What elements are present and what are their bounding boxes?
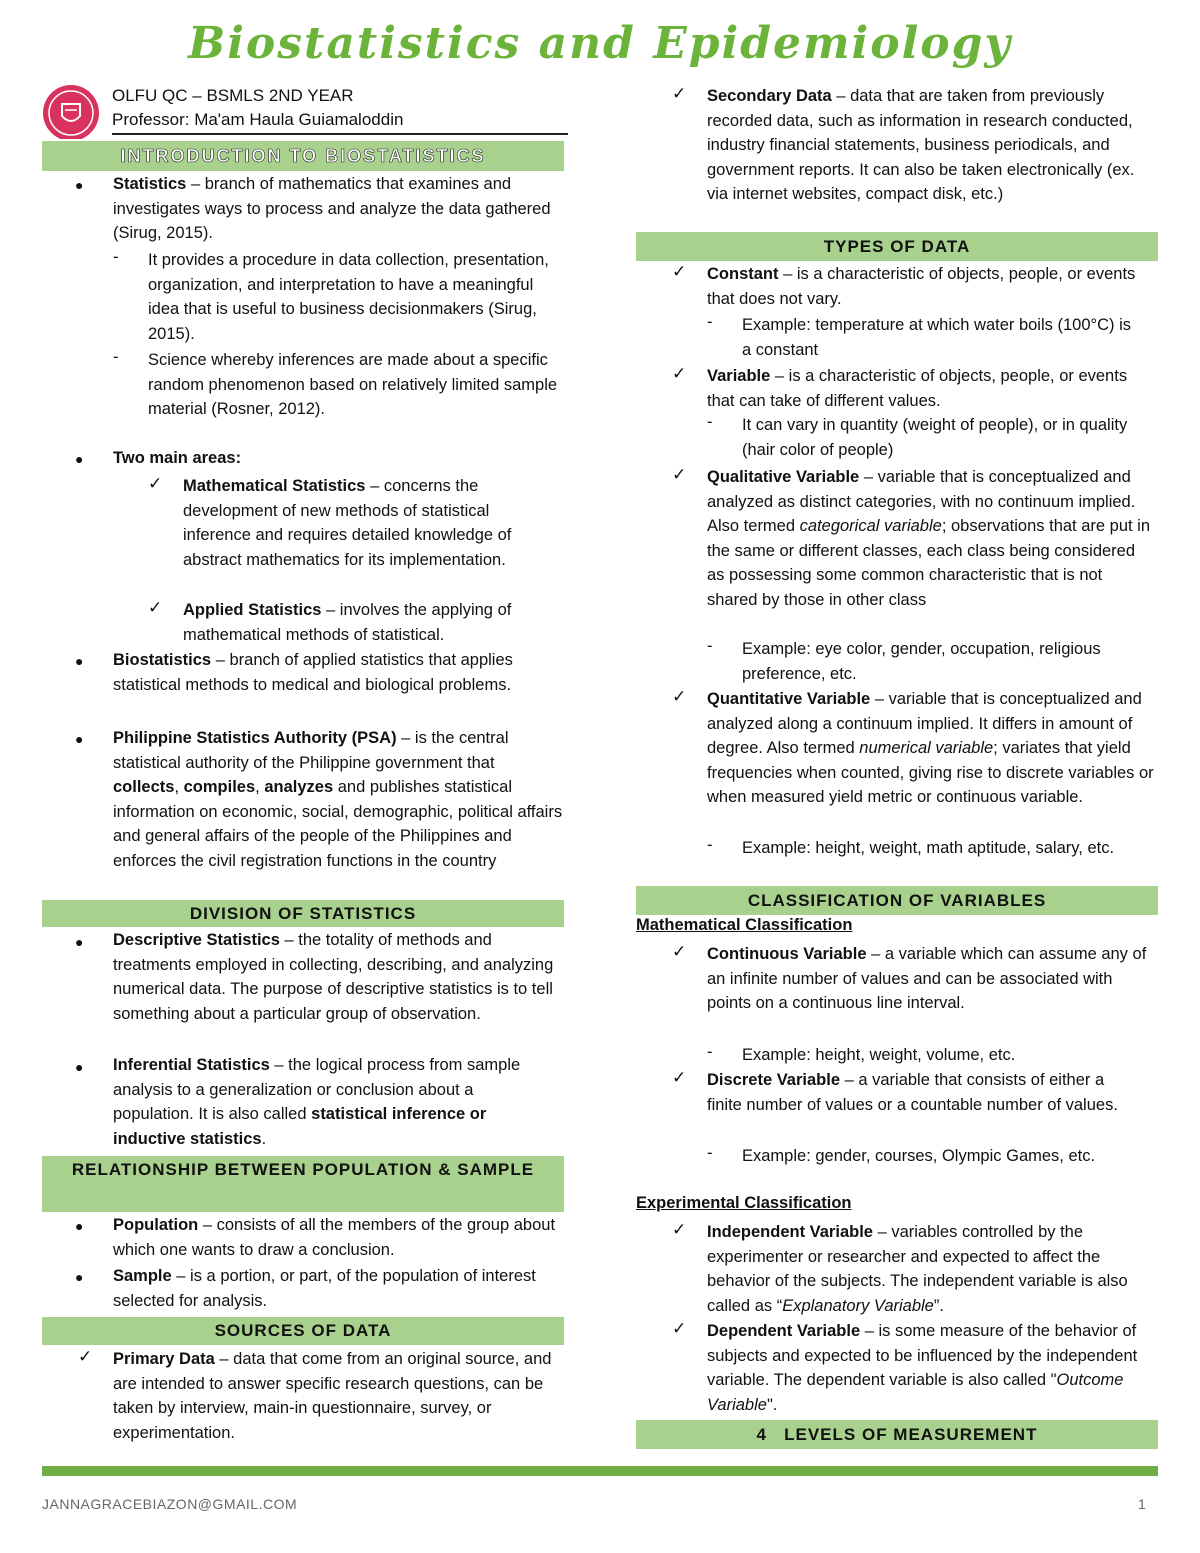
definition: – is the central statistical authority of the Philippine government that bbox=[113, 729, 509, 772]
term: Descriptive Statistics bbox=[113, 931, 280, 949]
footer-bar bbox=[42, 1466, 1158, 1476]
variable-item bbox=[707, 364, 1157, 413]
dash-icon: - bbox=[707, 1144, 713, 1162]
descriptive-item bbox=[113, 928, 565, 1026]
section-types: TYPES OF DATA bbox=[636, 230, 1158, 261]
section-levels: 4 LEVELS OF MEASUREMENT bbox=[636, 1418, 1158, 1449]
section-division: DIVISION OF STATISTICS bbox=[42, 898, 564, 927]
dash-icon: - bbox=[707, 413, 713, 431]
bullet-icon: ● bbox=[75, 1269, 84, 1285]
definition: ; variates that yield frequencies when counted, giving rise to discrete variables or when measured yield metric or continuous variable. bbox=[707, 739, 1154, 806]
school-line: OLFU QC – BSMLS 2ND YEAR bbox=[112, 86, 354, 105]
continuous-example: Example: height, weight, volume, etc. bbox=[742, 1046, 1016, 1064]
math-classification-label: Mathematical Classification bbox=[636, 916, 853, 934]
bullet-icon: ● bbox=[75, 1218, 84, 1234]
header-rule bbox=[112, 133, 568, 135]
checkmark-icon: ✓ bbox=[148, 598, 163, 617]
bullet-icon: ● bbox=[75, 451, 84, 467]
definition: publishes statistical information on economic, social, demographic, political affairs and general affairs of the people of the Philippines and enforces the civil registration functions in the country bbox=[113, 778, 563, 870]
checkmark-icon: ✓ bbox=[672, 262, 687, 281]
secondary-data-item bbox=[707, 84, 1157, 207]
bullet-icon: ● bbox=[75, 1059, 84, 1075]
population-item bbox=[113, 1213, 565, 1262]
psa-item: Philippine Statistics Authority (PSA) – is the central statistical authority of the Philippine government that collects, compiles, analyzes and publishes statistical information on economic, social, demographic, political affairs and general affairs of the people of the Philippines and enforces the civil registration functions in the country bbox=[113, 729, 563, 870]
definition: – is a portion, or part, of the population of interest selected for analysis. bbox=[113, 1267, 536, 1310]
definition: – involves the applying of mathematical methods of statistical. bbox=[183, 601, 512, 644]
constant-item bbox=[707, 262, 1157, 311]
definition: – data that come from an original source, and are intended to answer specific research questions, can be taken by interview, main-in questionnaire, survey, or experimentation. bbox=[113, 1350, 552, 1442]
term: Sample bbox=[113, 1267, 172, 1285]
math-stats-item bbox=[183, 474, 558, 572]
checkmark-icon: ✓ bbox=[672, 1319, 687, 1338]
independent-item bbox=[707, 1220, 1159, 1318]
bullet-icon: ● bbox=[75, 934, 84, 950]
section-intro: INTRODUCTION TO BIOSTATISTICS bbox=[42, 139, 564, 171]
term: Qualitative Variable bbox=[707, 468, 860, 486]
discrete-example: Example: gender, courses, Olympic Games, etc. bbox=[742, 1147, 1096, 1165]
checkmark-icon: ✓ bbox=[672, 1068, 687, 1087]
discrete-item bbox=[707, 1068, 1127, 1117]
statistics-sub-1: It provides a procedure in data collection, presentation, organization, and interpretation to have a meaningful idea that is useful to business decisionmakers (Sirug, 2015). bbox=[148, 251, 549, 343]
exp-classification-label: Experimental Classification bbox=[636, 1194, 852, 1212]
definition: – variable that is conceptualized and analyzed as distinct categories, with no continuum implied. Also termed bbox=[707, 468, 1136, 535]
quantitative-example: Example: height, weight, math aptitude, salary, etc. bbox=[742, 839, 1115, 857]
term: Statistics bbox=[113, 175, 187, 193]
header-block bbox=[112, 84, 403, 132]
term: Discrete Variable bbox=[707, 1071, 840, 1089]
checkmark-icon: ✓ bbox=[672, 465, 687, 484]
definition: – variables controlled by the experimenter or researcher and expected to affect the behavior of the subjects. The independent variable is also called as “ bbox=[707, 1223, 1128, 1315]
definition: – a variable which can assume any of an infinite number of values and can be associated with points on a continuous line interval. bbox=[707, 945, 1147, 1012]
definition: – the totality of methods and treatments employed in collecting, describing, and analyzing numerical data. The purpose of descriptive statistics is to tell something about a particular group of observation. bbox=[113, 931, 554, 1023]
bold-word: analyzes bbox=[264, 778, 334, 796]
term: Independent Variable bbox=[707, 1223, 873, 1241]
term: Primary Data bbox=[113, 1350, 215, 1368]
term: Applied Statistics bbox=[183, 601, 322, 619]
page-number: 1 bbox=[1138, 1496, 1146, 1512]
quantitative-item bbox=[707, 687, 1157, 810]
checkmark-icon: ✓ bbox=[672, 942, 687, 961]
term: Continuous Variable bbox=[707, 945, 867, 963]
definition: – is some measure of the behavior of subjects and expected to be influenced by the independent variable. The dependent variable is also called " bbox=[707, 1322, 1138, 1389]
checkmark-icon: ✓ bbox=[672, 1220, 687, 1239]
text: and bbox=[337, 778, 366, 796]
term: Dependent Variable bbox=[707, 1322, 861, 1340]
term: Mathematical Statistics bbox=[183, 477, 366, 495]
definition: – is a characteristic of objects, people, or events that does not vary. bbox=[707, 265, 1136, 308]
checkmark-icon: ✓ bbox=[672, 687, 687, 706]
term: Quantitative Variable bbox=[707, 690, 871, 708]
dependent-item bbox=[707, 1319, 1157, 1417]
qualitative-example: Example: eye color, gender, occupation, religious preference, etc. bbox=[742, 640, 1101, 683]
section-relationship: RELATIONSHIP BETWEEN POPULATION & SAMPLE bbox=[42, 1154, 564, 1212]
page-title: Biostatistics and Epidemiology bbox=[188, 18, 1012, 69]
dash-icon: - bbox=[707, 1043, 713, 1061]
definition: – variable that is conceptualized and analyzed along a continuum implied. It differs in amount of degree. Also termed bbox=[707, 690, 1142, 757]
statistics-item bbox=[113, 172, 563, 246]
term: Variable bbox=[707, 367, 771, 385]
dash-icon: - bbox=[707, 313, 713, 331]
bullet-icon: ● bbox=[75, 731, 84, 747]
italic-term: Explanatory Variable bbox=[782, 1296, 934, 1315]
bold-word: compiles bbox=[183, 778, 256, 796]
dash-icon: - bbox=[707, 836, 713, 854]
term: Biostatistics bbox=[113, 651, 212, 669]
term: Constant bbox=[707, 265, 779, 283]
dash-icon: - bbox=[707, 637, 713, 655]
checkmark-icon: ✓ bbox=[78, 1347, 93, 1366]
definition: – consists of all the members of the group about which one wants to draw a conclusion. bbox=[113, 1216, 556, 1259]
checkmark-icon: ✓ bbox=[148, 474, 163, 493]
definition: ; observations that are put in the same or different classes, each class being considered as possessing some common characteristic that is not shared by those in other class bbox=[707, 517, 1151, 609]
term: Population bbox=[113, 1216, 199, 1234]
italic-term: Outcome Variable bbox=[707, 1371, 1124, 1414]
bullet-icon: ● bbox=[75, 653, 84, 669]
italic-term: numerical variable bbox=[859, 739, 994, 757]
section-classification: CLASSIFICATION OF VARIABLES bbox=[636, 884, 1158, 915]
qualitative-item bbox=[707, 465, 1157, 612]
definition: ”. bbox=[933, 1296, 944, 1315]
professor-line: Professor: Ma'am Haula Guiamaloddin bbox=[112, 110, 404, 129]
italic-term: categorical variable bbox=[799, 517, 942, 535]
definition: – branch of applied statistics that applies statistical methods to medical and biological problems. bbox=[113, 651, 513, 694]
checkmark-icon: ✓ bbox=[672, 84, 687, 103]
school-seal-logo bbox=[42, 84, 100, 142]
definition: – concerns the development of new methods of statistical inference and requires detailed knowledge of abstract mathematics for its implementation. bbox=[183, 477, 512, 569]
definition: – a variable that consists of either a finite number of values or a countable number of values. bbox=[707, 1071, 1118, 1114]
two-areas-label: Two main areas: bbox=[113, 449, 242, 467]
term: Secondary Data bbox=[707, 87, 832, 105]
sample-item bbox=[113, 1264, 553, 1313]
definition: ". bbox=[766, 1395, 778, 1414]
applied-stats-item bbox=[183, 598, 558, 647]
checkmark-icon: ✓ bbox=[672, 364, 687, 383]
bold-word: collects bbox=[113, 778, 175, 796]
variable-example: It can vary in quantity (weight of people), or in quality (hair color of people) bbox=[742, 416, 1128, 459]
section-sources: SOURCES OF DATA bbox=[42, 1315, 564, 1345]
biostats-item bbox=[113, 648, 565, 697]
definition: – branch of mathematics that examines and investigates ways to process and analyze the data gathered (Sirug, 2015). bbox=[113, 175, 551, 242]
dash-icon: - bbox=[113, 348, 119, 366]
definition: – the logical process from sample analysis to a generalization or conclusion about a population. It is also called bbox=[113, 1056, 521, 1123]
bullet-icon: ● bbox=[75, 177, 84, 193]
definition: – is a characteristic of objects, people, or events that can take of different values. bbox=[707, 367, 1128, 410]
term: Philippine Statistics Authority (PSA) bbox=[113, 729, 397, 747]
footer-email: JANNAGRACEBIAZON@GMAIL.COM bbox=[42, 1496, 298, 1512]
bold-phrase: statistical inference or inductive statistics bbox=[113, 1105, 487, 1148]
dash-icon: - bbox=[113, 248, 119, 266]
primary-data-item bbox=[113, 1347, 553, 1445]
continuous-item bbox=[707, 942, 1157, 1016]
constant-example: Example: temperature at which water boils (100°C) is a constant bbox=[742, 316, 1132, 359]
term: Inferential Statistics bbox=[113, 1056, 270, 1074]
definition: – data that are taken from previously recorded data, such as information in research conducted, industry financial statements, business periodicals, and government reports. It can also be taken electronically (ex. via internet websites, compact disk, etc.) bbox=[707, 87, 1135, 203]
inferential-item: Inferential Statistics – the logical process from sample analysis to a generalization or conclusion about a population. It is also called statistical inference or inductive statistics. bbox=[113, 1056, 521, 1148]
statistics-sub-2: Science whereby inferences are made about a specific random phenomenon based on relatively limited sample material (Rosner, 2012). bbox=[148, 351, 558, 418]
